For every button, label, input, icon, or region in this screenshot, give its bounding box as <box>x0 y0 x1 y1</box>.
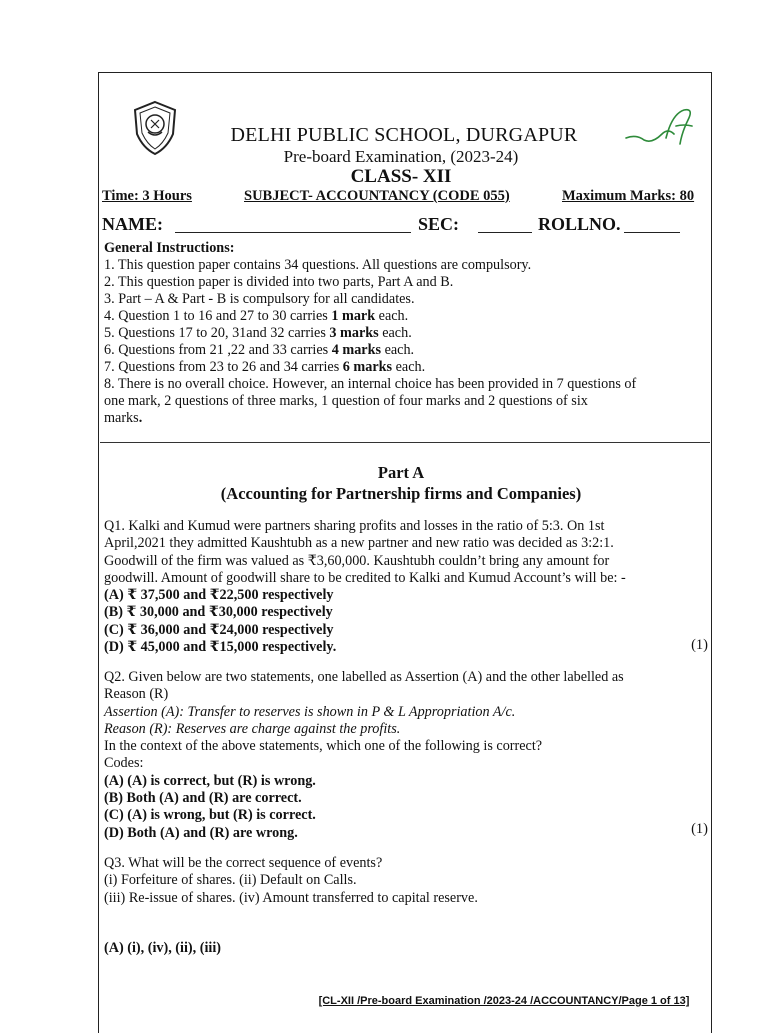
q2-option-d: (D) Both (A) and (R) are wrong. <box>104 824 298 841</box>
section-divider <box>100 442 710 443</box>
time-label: Time: 3 Hours <box>102 188 192 204</box>
q1-option-b: (B) ₹ 30,000 and ₹30,000 respectively <box>104 604 333 621</box>
instruction-line: 1. This question paper contains 34 questions. All questions are compulsory. <box>104 257 532 273</box>
class-label: CLASS- XII <box>350 166 452 187</box>
instruction-line: 4. Question 1 to 16 and 27 to 30 carries 1 mark each. <box>104 308 409 324</box>
school-name: DELHI PUBLIC SCHOOL, DURGAPUR <box>230 124 578 146</box>
instruction-line: 6. Questions from 21 ,22 and 33 carries 4 marks each. <box>104 342 415 358</box>
question-3 <box>104 855 478 907</box>
instruction-line: 7. Questions from 23 to 26 and 34 carries 6 marks each. <box>104 359 426 375</box>
q1-line: Q1. Kalki and Kumud were partners sharing profits and losses in the ratio of 5:3. On 1st <box>104 518 605 534</box>
q1-marks: (1) <box>691 637 708 653</box>
rollno-label: ROLLNO. <box>538 214 621 234</box>
q2-reason: Reason (R): Reserves are charge against the profits. <box>104 720 401 737</box>
q1-option-a: (A) ₹ 37,500 and ₹22,500 respectively <box>104 587 334 604</box>
q3-option-a: (A) (i), (iv), (ii), (iii) <box>104 940 222 956</box>
q2-assertion: Assertion (A): Transfer to reserves is shown in P & L Appropriation A/c. <box>104 703 516 720</box>
max-marks-label: Maximum Marks: 80 <box>562 188 695 204</box>
q2-context: In the context of the above statements, which one of the following is correct? <box>104 738 543 755</box>
q1-option-c: (C) ₹ 36,000 and ₹24,000 respectively <box>104 621 334 638</box>
q2-option-b: (B) Both (A) and (R) are correct. <box>104 790 302 807</box>
general-instructions <box>104 240 704 427</box>
instruction-line: 3. Part – A & Part - B is compulsory for all candidates. <box>104 291 415 307</box>
q1-line: Goodwill of the firm was valued as ₹3,60,000. Kaushtubh couldn’t bring any amount for <box>104 552 610 569</box>
name-label: NAME: <box>102 214 163 234</box>
instruction-line: 8. There is no overall choice. However, an internal choice has been provided in 7 questions of <box>104 376 637 392</box>
sec-label: SEC: <box>418 214 460 234</box>
rollno-blank <box>624 232 680 233</box>
q3-line: (i) Forfeiture of shares. (ii) Default on Calls. <box>104 872 357 889</box>
question-1 <box>104 518 626 656</box>
q2-option-a: (A) (A) is correct, but (R) is wrong. <box>104 772 316 789</box>
instruction-line: 5. Questions 17 to 20, 31and 32 carries 3 marks each. <box>104 325 412 341</box>
instructions-title: General Instructions: <box>104 240 235 256</box>
q3-line: (iii) Re-issue of shares. (iv) Amount transferred to capital reserve. <box>104 889 478 906</box>
q1-line: goodwill. Amount of goodwill share to be credited to Kalki and Kumud Account’s will be: - <box>104 569 626 586</box>
q2-codes: Codes: <box>104 755 144 772</box>
instruction-line: 2. This question paper is divided into two parts, Part A and B. <box>104 274 454 290</box>
q2-marks: (1) <box>691 821 708 837</box>
q1-line: April,2021 they admitted Kaushtubh as a new partner and new ratio was decided as 3:2:1. <box>104 535 614 552</box>
name-blank <box>175 232 411 233</box>
q2-option-c: (C) (A) is wrong, but (R) is correct. <box>104 807 316 824</box>
part-a-title: Part A <box>377 463 425 482</box>
instruction-line: marks. <box>104 410 143 426</box>
q3-line: Q3. What will be the correct sequence of events? <box>104 855 383 871</box>
part-a-subtitle: (Accounting for Partnership firms and Companies) <box>220 484 582 503</box>
question-2 <box>104 669 624 842</box>
sec-blank <box>478 232 532 233</box>
q1-option-d: (D) ₹ 45,000 and ₹15,000 respectively. <box>104 639 337 656</box>
subject-label: SUBJECT- ACCOUNTANCY (CODE 055) <box>244 188 510 204</box>
instruction-line: one mark, 2 questions of three marks, 1 question of four marks and 2 questions of six <box>104 393 588 409</box>
q2-line: Reason (R) <box>104 686 169 703</box>
page-footer: [CL-XII /Pre-board Examination /2023-24 /ACCOUNTANCY/Page 1 of 13] <box>318 995 690 1007</box>
q2-line: Q2. Given below are two statements, one labelled as Assertion (A) and the other labelled as <box>104 669 624 685</box>
exam-title: Pre-board Examination, (2023-24) <box>283 147 519 166</box>
